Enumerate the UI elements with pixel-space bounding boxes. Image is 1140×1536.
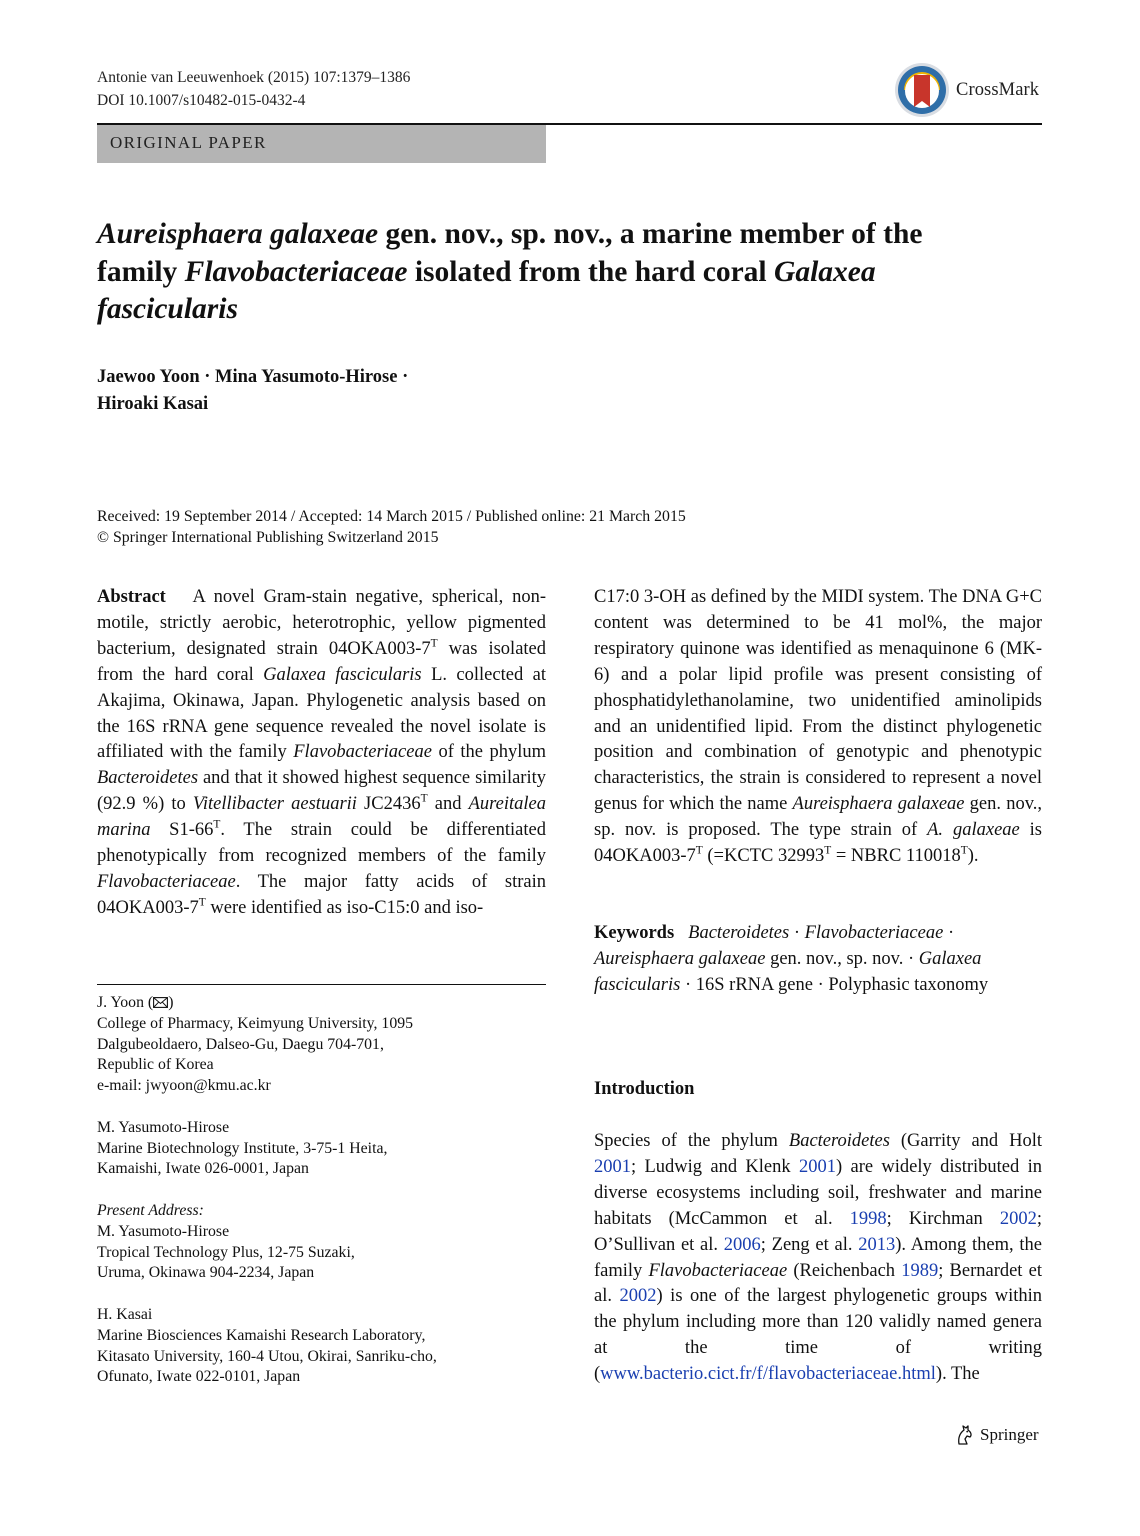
title-family: Flavobacteriaceae xyxy=(184,255,408,288)
author-3[interactable]: Hiroaki Kasai xyxy=(97,394,209,414)
type-strain-sup: T xyxy=(420,792,428,805)
article-type: ORIGINAL PAPER xyxy=(110,133,267,152)
affiliation-line: Uruma, Okinawa 904-2234, Japan xyxy=(97,1264,315,1282)
abstract-text: JC2436 xyxy=(356,794,421,815)
keyword: Aureisphaera galaxeae xyxy=(594,948,766,969)
affiliation-line: College of Pharmacy, Keimyung University, 1095 xyxy=(97,1014,414,1032)
affiliation-present-address xyxy=(97,1201,546,1284)
title-genus-species: Aureisphaera galaxeae xyxy=(97,218,379,250)
intro-text: (Reichenbach xyxy=(787,1260,902,1281)
citation-link[interactable]: 2001 xyxy=(594,1156,631,1177)
envelope-icon xyxy=(153,997,168,1008)
affiliation-line: Kamaishi, Iwate 026-0001, Japan xyxy=(97,1160,309,1178)
intro-text: ). The xyxy=(935,1364,980,1385)
abstract-paragraph xyxy=(97,585,546,922)
intro-text: ). Among them, the family xyxy=(594,1234,1042,1281)
affiliation-line: Ofunato, Iwate 022-0101, Japan xyxy=(97,1368,301,1386)
intro-taxon: Bacteroidetes xyxy=(788,1131,890,1151)
abstract-taxon: Flavobacteriaceae xyxy=(293,742,432,763)
article-title xyxy=(97,216,997,329)
introduction-body xyxy=(594,1129,1042,1388)
title-part1: gen. nov., sp. nov., a marine member of the family xyxy=(97,218,923,288)
intro-text: ; Kirchman xyxy=(886,1208,1000,1229)
affiliations-block xyxy=(97,993,546,1409)
intro-text: ) are widely distributed in diverse ecosystems including soil, freshwater and marine habitats (McCammon et al. xyxy=(594,1156,1042,1229)
abstract-text: was isolated from the hard coral xyxy=(97,638,547,685)
keyword: Galaxea fascicularis xyxy=(594,948,982,995)
abstract-heading: Abstract xyxy=(97,587,166,607)
abstract-text: and that it showed highest sequence similarity (92.9 %) to xyxy=(97,768,546,815)
web-link[interactable]: www.bacterio.cict.fr/f/flavobacteriaceae.html xyxy=(600,1364,936,1385)
springer-horse-icon xyxy=(955,1424,975,1446)
abstract-taxon: Vitellibacter aestuarii xyxy=(192,794,357,815)
intro-text: ; Ludwig and Klenk xyxy=(631,1156,799,1177)
abstract-taxon: Flavobacteriaceae xyxy=(97,871,236,892)
abstract-text: . The major fatty acids of strain 04OKA003-7 xyxy=(97,871,546,918)
author-separator: · xyxy=(199,367,216,387)
crossmark-badge[interactable] xyxy=(894,62,1039,118)
abstract-taxon: Aureisphaera galaxeae xyxy=(792,794,965,815)
abstract-text: C17:0 3-OH as defined by the MIDI system. The DNA G+C content was determined to be 41 mol%, the major respiratory quinone was identified as menaquinone 6 (MK-6) and a polar lipid profile was present consisting of phosphatidylethanolamine, two unidentified aminolipids and an unidentified lipid. From the distinct phylogenetic position and combination of genotypic and phenotypic characteristics, the strain is considered to represent a novel genus for which the name xyxy=(594,587,1042,815)
intro-text: ; Zeng et al. xyxy=(760,1234,859,1255)
abstract-text: . The strain could be differentiated phenotypically from recognized members of the family xyxy=(97,820,546,867)
publisher-label: Springer xyxy=(980,1425,1039,1444)
citation-link[interactable]: 1998 xyxy=(849,1208,887,1229)
present-address-label: Present Address: xyxy=(97,1201,204,1219)
keywords-heading: Keywords xyxy=(594,923,675,943)
affiliation-name: H. Kasai xyxy=(97,1305,153,1323)
affiliation-kasai xyxy=(97,1305,546,1388)
intro-text: ) is one of the largest phylogenetic groups within the phylum including more than 120 validly named genera at the time of writing ( xyxy=(594,1286,1042,1385)
affiliation-name: M. Yasumoto-Hirose xyxy=(97,1118,230,1136)
abstract-text: ). xyxy=(967,846,979,867)
introduction-paragraph xyxy=(594,1129,1042,1388)
keyword-separator: · xyxy=(903,948,919,969)
type-strain-sup: T xyxy=(695,844,703,857)
keyword: Polyphasic taxonomy xyxy=(828,974,989,995)
abstract-taxon: Galaxea fascicularis xyxy=(263,664,422,685)
abstract-text: L. collected at Akajima, Okinawa, Japan. Phylogenetic analysis based on the 16S rRNA gene sequence revealed the novel isolate is affiliated with the family xyxy=(97,664,546,763)
crossmark-label: CrossMark xyxy=(956,79,1040,100)
abstract-text: is 04OKA003-7 xyxy=(594,820,1043,867)
abstract-text: = NBRC 110018 xyxy=(831,846,961,867)
intro-text: ; O’Sullivan et al. xyxy=(594,1208,1042,1255)
publication-dates xyxy=(97,506,1042,548)
keywords-block xyxy=(594,921,1042,999)
affiliation-line: Marine Biotechnology Institute, 3-75-1 Heita, xyxy=(97,1139,388,1157)
abstract-taxon: Aureitalea marina xyxy=(97,794,546,841)
email-link[interactable]: e-mail: jwyoon@kmu.ac.kr xyxy=(97,1077,271,1095)
intro-text: Species of the phylum xyxy=(594,1131,789,1151)
abstract-text: and xyxy=(427,794,469,815)
type-strain-sup: T xyxy=(824,844,832,857)
affiliation-yoon xyxy=(97,993,546,1097)
abstract-taxon: A. galaxeae xyxy=(927,820,1020,841)
keyword: Flavobacteriaceae xyxy=(804,923,944,943)
citation-link[interactable]: 2002 xyxy=(619,1286,657,1307)
abstract-continuation xyxy=(594,585,1042,870)
abstract-paragraph-continued xyxy=(594,585,1042,870)
abstract-text: gen. nov., sp. nov. is proposed. The type strain of xyxy=(594,794,1042,841)
abstract-text: (=KCTC 32993 xyxy=(702,846,825,867)
title-part2: isolated from the hard coral xyxy=(407,255,775,288)
citation-link[interactable]: 1989 xyxy=(901,1260,939,1281)
affiliation-name-text: ) xyxy=(168,994,174,1011)
copyright-line: © Springer International Publishing Switzerland 2015 xyxy=(97,529,439,546)
affiliation-yasumoto xyxy=(97,1118,546,1180)
affiliations-rule xyxy=(97,984,546,985)
citation-link[interactable]: 2006 xyxy=(723,1234,761,1255)
keyword-separator: · xyxy=(812,974,829,995)
keyword: 16S rRNA gene xyxy=(695,974,813,995)
author-2[interactable]: Mina Yasumoto-Hirose xyxy=(215,367,398,387)
dates-line: Received: 19 September 2014 / Accepted: 14 March 2015 / Published online: 21 March 2015 xyxy=(97,508,686,525)
affiliation-line: Kitasato University, 160-4 Utou, Okirai, Sanriku-cho, xyxy=(97,1347,437,1365)
keyword: gen. nov., sp. nov. xyxy=(765,948,904,969)
keyword-separator: · xyxy=(789,923,805,943)
type-strain-sup: T xyxy=(960,844,968,857)
journal-citation: Antonie van Leeuwenhoek (2015) 107:1379–1386 xyxy=(97,69,411,86)
intro-taxon: Flavobacteriaceae xyxy=(648,1260,788,1281)
keyword-separator: · xyxy=(680,974,696,995)
introduction-heading: Introduction xyxy=(594,1079,695,1099)
intro-text: (Garrity and Holt xyxy=(889,1131,1043,1151)
affiliation-line: Marine Biosciences Kamaishi Research Laboratory, xyxy=(97,1326,426,1344)
abstract-text: S1-66 xyxy=(150,820,214,841)
type-strain-sup: T xyxy=(430,637,438,650)
affiliation-line: Republic of Korea xyxy=(97,1056,214,1074)
abstract-column xyxy=(97,585,546,922)
abstract-taxon: Bacteroidetes xyxy=(97,768,199,789)
affiliation-line: Dalgubeoldaero, Dalseo-Gu, Daegu 704-701, xyxy=(97,1035,384,1053)
author-list xyxy=(97,364,597,418)
type-strain-sup: T xyxy=(213,818,221,831)
type-strain-sup: T xyxy=(198,896,206,909)
keyword-separator: · xyxy=(943,923,955,943)
affiliation-name: M. Yasumoto-Hirose xyxy=(97,1222,230,1240)
abstract-text: A novel Gram-stain negative, spherical, non-motile, strictly aerobic, heterotrophic, yellow pigmented bacterium, designated strain 04OKA003-7 xyxy=(97,587,547,659)
crossmark-icon xyxy=(894,62,950,118)
citation-link[interactable]: 2001 xyxy=(799,1156,836,1177)
citation-link[interactable]: 2013 xyxy=(858,1234,896,1255)
journal-doi[interactable]: DOI 10.1007/s10482-015-0432-4 xyxy=(97,92,306,109)
author-1[interactable]: Jaewoo Yoon xyxy=(97,367,200,387)
title-host: Galaxea fascicularis xyxy=(97,255,876,325)
keyword: Bacteroidetes xyxy=(688,923,790,943)
intro-text: ; Bernardet et al. xyxy=(594,1260,1042,1307)
publisher-footer xyxy=(955,1424,1039,1446)
author-separator: · xyxy=(397,367,409,387)
citation-link[interactable]: 2002 xyxy=(999,1208,1037,1229)
abstract-text: of the phylum xyxy=(431,742,546,763)
affiliation-name-text: J. Yoon ( xyxy=(97,994,154,1011)
abstract-text: were identified as iso-C15:0 and iso- xyxy=(205,897,484,918)
affiliation-line: Tropical Technology Plus, 12-75 Suzaki, xyxy=(97,1243,355,1261)
affiliation-name xyxy=(97,993,546,1014)
